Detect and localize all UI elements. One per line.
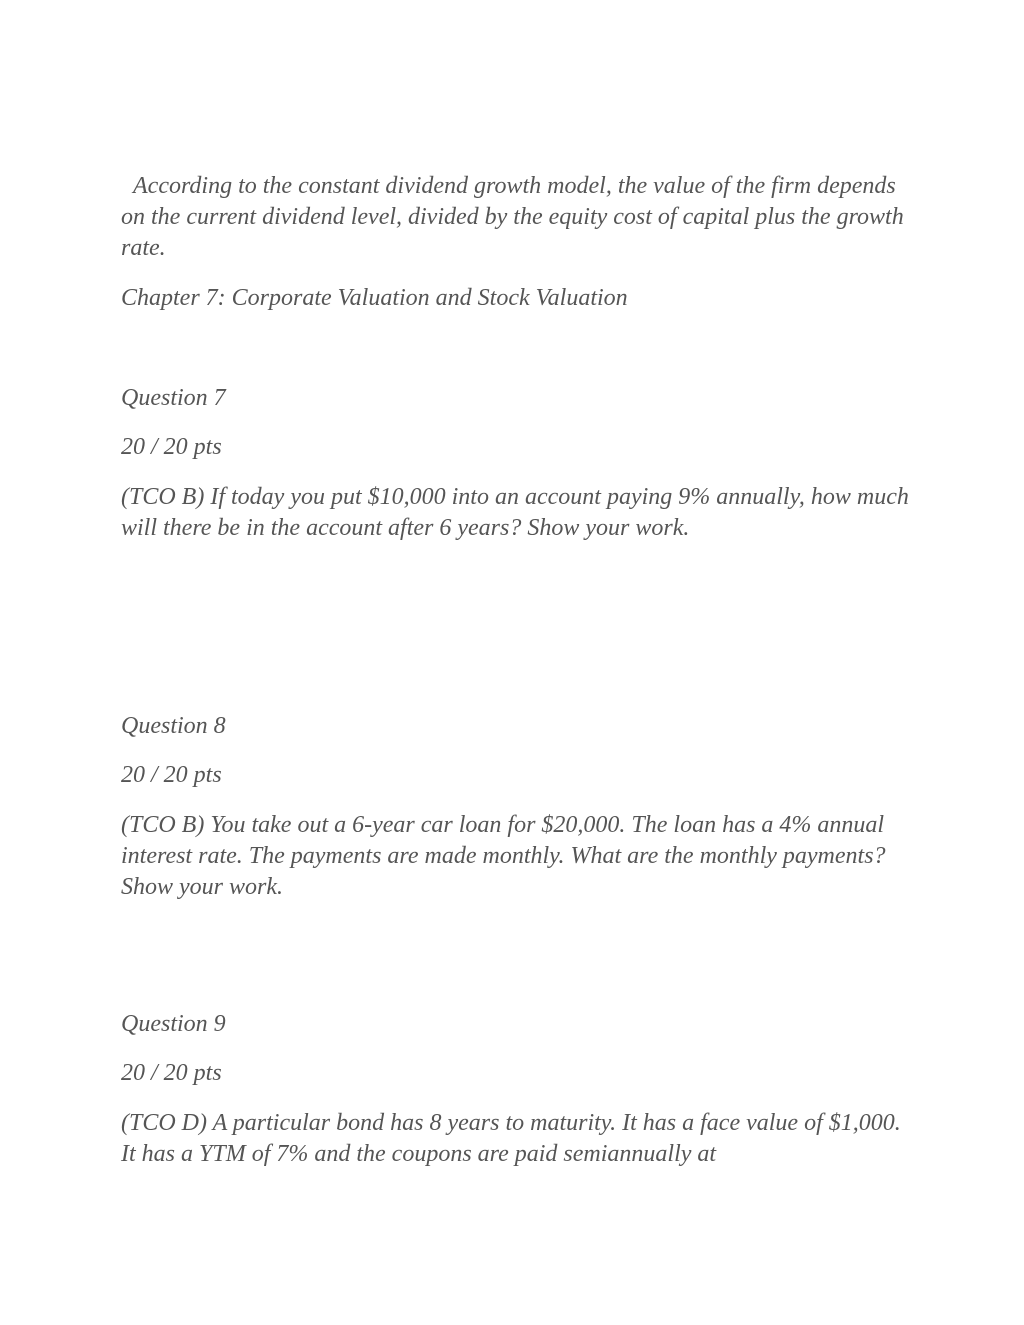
document-page <box>121 171 911 1170</box>
question-title: Question 9 <box>121 1011 226 1037</box>
question-7-block <box>121 383 911 544</box>
question-points: 20 / 20 pts <box>121 434 222 460</box>
question-9-block <box>121 1009 911 1170</box>
question-text: (TCO B) If today you put $10,000 into an account paying 9% annually, how much will there be in the account after 6 years? Show your work. <box>121 484 909 541</box>
question-points: 20 / 20 pts <box>121 762 222 788</box>
question-title: Question 7 <box>121 385 226 411</box>
question-text: (TCO B) You take out a 6-year car loan for $20,000. The loan has a 4% annual interest rate. The payments are made monthly. What are the monthly payments? Show your work. <box>121 812 886 900</box>
question-8-block <box>121 711 911 903</box>
chapter-heading: Chapter 7: Corporate Valuation and Stock Valuation <box>121 285 628 311</box>
question-text: (TCO D) A particular bond has 8 years to maturity. It has a face value of $1,000. It has a YTM of 7% and the coupons are paid semiannually at <box>121 1110 901 1167</box>
question-title: Question 8 <box>121 713 226 739</box>
question-points: 20 / 20 pts <box>121 1060 222 1086</box>
intro-paragraph: According to the constant dividend growth model, the value of the firm depends on the current dividend level, divided by the equity cost of capital plus the growth rate. <box>121 173 910 261</box>
